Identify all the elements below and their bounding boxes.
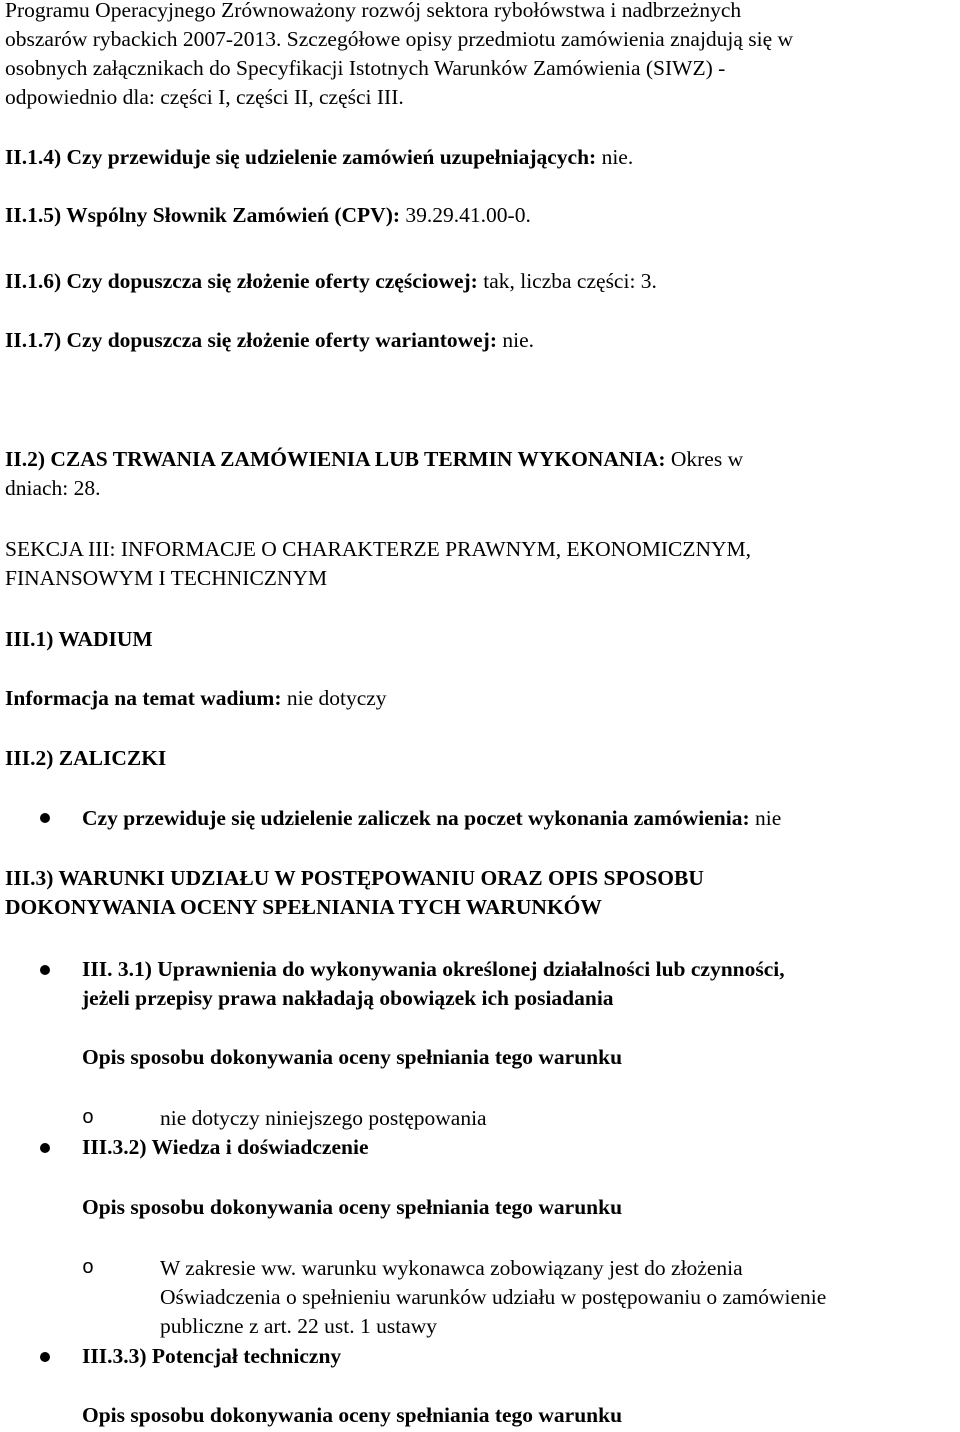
intro-line: osobnych załącznikach do Specyfikacji Istotnych Warunków Zamówienia (SIWZ) - xyxy=(5,56,726,80)
field-label: II.2) CZAS TRWANIA ZAMÓWIENIA LUB TERMIN WYKONANIA: xyxy=(5,447,666,471)
condition-item: publiczne z art. 22 ust. 1 ustawy xyxy=(160,1314,438,1338)
field-label: Informacja na temat wadium: xyxy=(5,686,282,710)
field-value: nie xyxy=(749,806,782,830)
condition-3-1-title: jeżeli przepisy prawa nakładają obowiązek ich posiadania xyxy=(82,986,614,1010)
bullet-icon xyxy=(40,1143,50,1153)
condition-item: Oświadczenia o spełnieniu warunków udziału w postępowaniu o zamówienie xyxy=(160,1285,827,1309)
section-ii-1-7 xyxy=(5,326,534,355)
field-label: II.1.7) Czy dopuszcza się złożenie oferty wariantowej: xyxy=(5,328,497,352)
opis-heading: Opis sposobu dokonywania oceny spełniania tego warunku xyxy=(82,1045,623,1069)
bullet-icon xyxy=(40,813,50,823)
wadium-heading: III.1) WADIUM xyxy=(5,627,153,651)
field-value: nie dotyczy xyxy=(281,686,387,710)
condition-3-3-title: III.3.3) Potencjał techniczny xyxy=(82,1344,342,1368)
warunki-heading: III.3) WARUNKI UDZIAŁU W POSTĘPOWANIU ORAZ OPIS SPOSOBU xyxy=(5,866,704,890)
field-label: Czy przewiduje się udzielenie zaliczek na poczet wykonania zamówienia: xyxy=(82,806,750,830)
sub-bullet-icon: o xyxy=(82,1257,95,1280)
condition-3-1-title: III. 3.1) Uprawnienia do wykonywania określonej działalności lub czynności, xyxy=(82,957,785,981)
field-value: nie. xyxy=(497,328,535,352)
section-iii-heading: SEKCJA III: INFORMACJE O CHARAKTERZE PRAWNYM, EKONOMICZNYM, xyxy=(5,537,752,561)
section-ii-1-4 xyxy=(5,143,633,172)
condition-item: nie dotyczy niniejszego postępowania xyxy=(160,1106,487,1130)
field-value: 39.29.41.00-0. xyxy=(400,203,531,227)
field-value: Okres w xyxy=(665,447,744,471)
field-value: nie. xyxy=(596,145,634,169)
opis-heading: Opis sposobu dokonywania oceny spełniania tego warunku xyxy=(82,1195,623,1219)
field-value-continued: dniach: 28. xyxy=(5,476,101,500)
condition-3-2-title: III.3.2) Wiedza i doświadczenie xyxy=(82,1135,369,1159)
warunki-heading: DOKONYWANIA OCENY SPEŁNIANIA TYCH WARUNKÓW xyxy=(5,895,602,919)
sub-bullet-icon: o xyxy=(82,1107,95,1130)
intro-line: obszarów rybackich 2007-2013. Szczegółowe opisy przedmiotu zamówienia znajdują się w xyxy=(5,27,794,51)
bullet-icon xyxy=(40,1352,50,1362)
field-label: II.1.4) Czy przewiduje się udzielenie zamówień uzupełniających: xyxy=(5,145,597,169)
section-ii-2 xyxy=(5,445,743,474)
bullet-icon xyxy=(40,965,50,975)
opis-heading: Opis sposobu dokonywania oceny spełniania tego warunku xyxy=(82,1403,623,1427)
zaliczki-heading: III.2) ZALICZKI xyxy=(5,746,167,770)
intro-line: odpowiednio dla: części I, części II, części III. xyxy=(5,85,404,109)
zaliczki-item xyxy=(82,804,781,833)
section-ii-1-5 xyxy=(5,201,531,230)
field-label: II.1.5) Wspólny Słownik Zamówień (CPV): xyxy=(5,203,401,227)
section-ii-1-6 xyxy=(5,267,657,296)
intro-line: Programu Operacyjnego Zrównoważony rozwój sektora rybołówstwa i nadbrzeżnych xyxy=(5,0,742,22)
condition-item: W zakresie ww. warunku wykonawca zobowiązany jest do złożenia xyxy=(160,1256,743,1280)
section-iii-heading: FINANSOWYM I TECHNICZNYM xyxy=(5,566,328,590)
wadium-info xyxy=(5,684,387,713)
field-value: tak, liczba części: 3. xyxy=(477,269,657,293)
field-label: II.1.6) Czy dopuszcza się złożenie oferty częściowej: xyxy=(5,269,478,293)
